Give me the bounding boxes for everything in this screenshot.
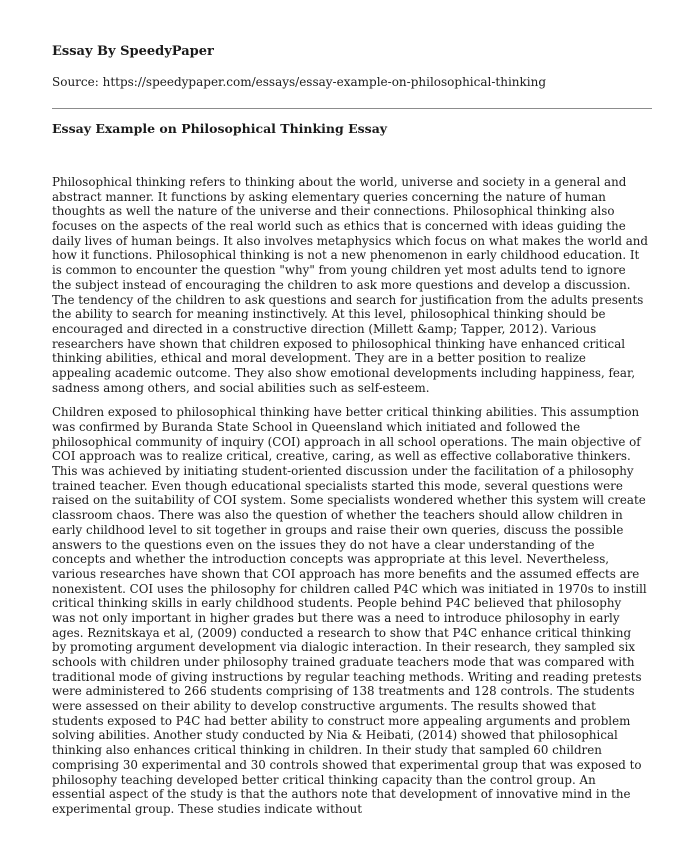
document-header [52,44,652,89]
source-line: Source: https://speedypaper.com/essays/essay-example-on-philosophical-thinking [52,75,547,89]
paragraph-1: Philosophical thinking refers to thinking about the world, universe and society in a general and abstract manner. It functions by asking elementary queries concerning the nature of human thoughts as well the nature of the universe and their connections. Philosophical thinking also focuses on the aspects of the real world such as ethics that is concerned with ideas guiding the daily lives of human beings. It also involves metaphysics which focus on what makes the world and how it functions. Philosophical thinking is not a new phenomenon in early childhood education. It is common to encounter the question "why" from young children yet most adults tend to ignore the subject instead of encouraging the children to ask more questions and develop a discussion. The tendency of the children to ask questions and search for justification from the adults presents the ability to search for meaning instinctively. At this level, philosophical thinking should be encouraged and directed in a constructive direction (Millett &amp; Tapper, 2012). Various researchers have shown that children exposed to philosophical thinking have enhanced critical thinking abilities, ethical and moral development. They are in a better position to realize appealing academic outcome. They also show emotional developments including happiness, fear, sadness among others, and social abilities such as self-esteem. [52,175,648,395]
paragraph-2: Children exposed to philosophical thinking have better critical thinking abilities. This assumption was confirmed by Buranda State School in Queensland which initiated and followed the philosophical community of inquiry (COI) approach in all school operations. The main objective of COI approach was to realize critical, creative, caring, as well as effective collaborative thinkers. This was achieved by initiating student-oriented discussion under the facilitation of a philosophy trained teacher. Even though educational specialists started this mode, several questions were raised on the suitability of COI system. Some specialists wondered whether this system will create classroom chaos. There was also the question of whether the teachers should allow children in early childhood level to sit together in groups and raise their own queries, discuss the possible answers to the questions even on the issues they do not have a clear understanding of the concepts and whether the introduction concepts was appropriate at this level. Nevertheless, various researches have shown that COI approach has more benefits and the assumed effects are nonexistent. COI uses the philosophy for children called P4C which was initiated in 1970s to instill critical thinking skills in early childhood students. People behind P4C believed that philosophy was not only important in higher grades but there was a need to introduce philosophy in early ages. Reznitskaya et al, (2009) conducted a research to show that P4C enhance critical thinking by promoting argument development via dialogic interaction. In their research, they sampled six schools with children under philosophy trained graduate teachers mode that was compared with traditional mode of giving instructions by regular teaching methods. Writing and reading pretests were administered to 266 students comprising of 138 treatments and 128 controls. The students were assessed on their ability to develop constructive arguments. The results showed that students exposed to P4C had better ability to construct more appealing arguments and problem solving abilities. Another study conducted by Nia & Heibati, (2014) showed that philosophical thinking also enhances critical thinking in children. In their study that sampled 60 children comprising 30 experimental and 30 controls showed that experimental group that was exposed to philosophy teaching developed better critical thinking capacity than the control group. An essential aspect of the study is that the authors note that development of innovative mind in the experimental group. These studies indicate without [52,405,647,816]
site-title: Essay By SpeedyPaper [52,44,214,59]
essay-title: Essay Example on Philosophical Thinking Essay [52,121,388,136]
header-divider [52,108,652,109]
essay-body [52,175,648,827]
